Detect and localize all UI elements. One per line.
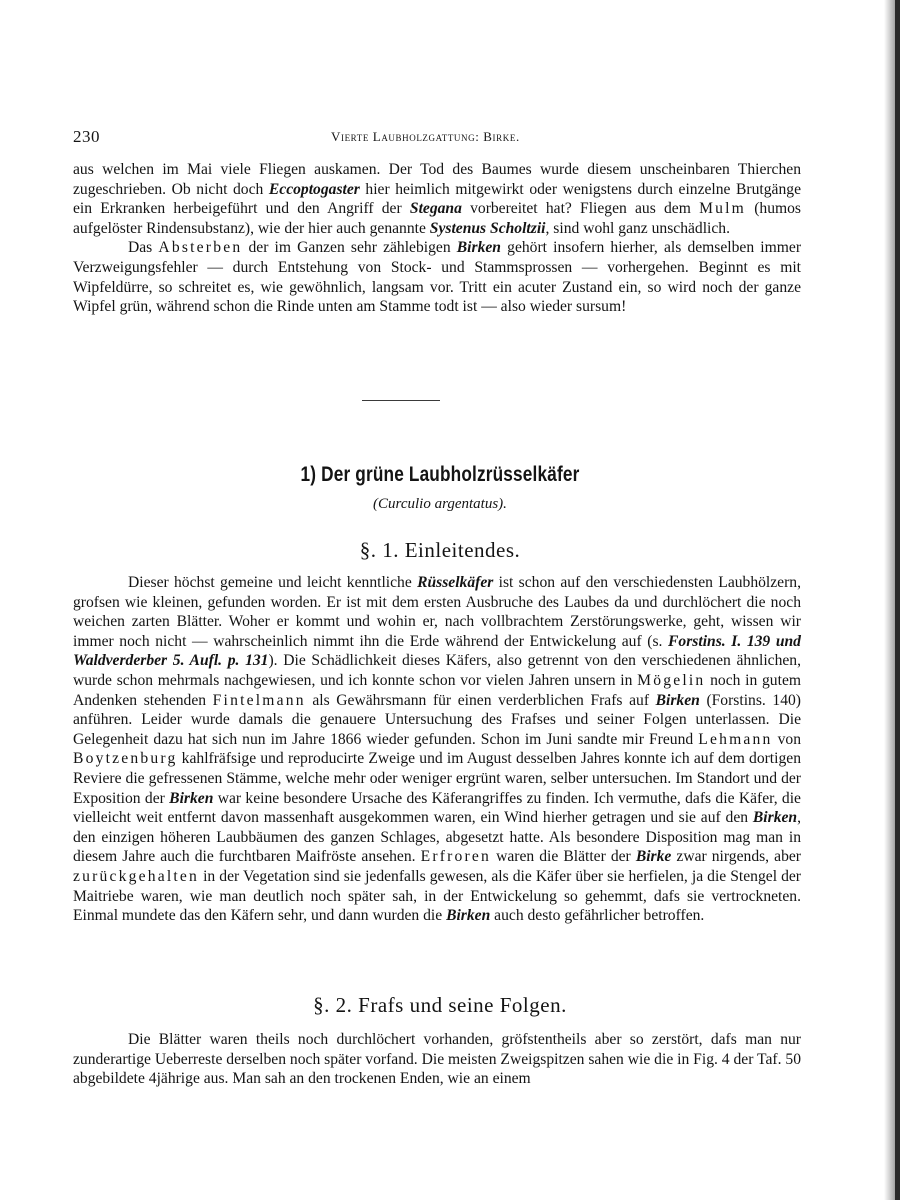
page-number: 230 (73, 127, 100, 146)
intro-text (73, 160, 801, 317)
intro-paragraph-2 (73, 238, 801, 316)
spaced-term: Absterben (158, 239, 243, 257)
page-binding-edge (895, 0, 900, 1200)
genus-name: Eccoptogaster (268, 180, 360, 198)
species-name: Systenus Scholtzii (429, 219, 546, 237)
person-name: Fintelmann (212, 691, 306, 709)
text-run: gehört insofern hierher, als demselben immer Verzweigungsfehler — durch Entstehung von Stock- und Stammsprossen — vorhergehen. Beginnt es mit Wipfeldürre, so schreitet es, wie gewöhnlich, langsam vor. Tritt ein acuter Zustand ein, so wird noch der ganze Wipfel grün, während schon die Rinde unten am Stamme todt ist — also wieder sursum! (73, 239, 802, 316)
genus-name: Birken (752, 809, 798, 827)
section-divider (362, 400, 440, 401)
section-subtitle: (Curculio argentatus). (373, 496, 507, 512)
spaced-term: Mulm (699, 200, 746, 218)
text-run: , den einzigen höheren Laubbäumen des ganzen Schlages, abgesetzt hatte. Als besondere Disposition mag man in diesem Jahre auch die furchtbaren Maifröste ansehen. (73, 809, 801, 866)
paragraph-heading-1: §. 1. Einleitendes. (359, 538, 521, 562)
text-run: kahlfräfsige und reproducirte Zweige und im August desselben Jahres konnte ich auf dem dortigen Reviere die gefressenen Stämme, welche mehr oder weniger ergrünt waren, selber untersuchen. Im Standort und der Exposition der (73, 750, 801, 807)
emphasis-term: Rüsselkäfer (417, 574, 494, 591)
section-title: 1) Der grüne Laubholzrüsselkäfer (300, 463, 580, 486)
text-run: waren die Blätter der (491, 848, 636, 866)
genus-name: Birken (456, 239, 501, 257)
person-name: Lehmann (698, 730, 773, 748)
text-run: (humos aufgelöster Rindensubstanz), wie der hier auch genannte (73, 200, 801, 237)
text-run: aus welchen im Mai viele Fliegen auskamen. Der Tod des Baumes wurde diesem unscheinbaren Thierchen zugeschrieben. Ob nicht doch (73, 161, 801, 198)
text-run: auch desto gefährlicher betroffen. (490, 907, 705, 925)
text-run: ist schon auf den verschiedensten Laubhölzern, grofsen wie kleinen, gefunden worden. Er ist mit dem ersten Ausbruche des Laubes da und durchlöchert die noch weichen zarten Blätter. Woher er kommt und wohin er, nach vollbrachtem Zerstörungswerke, geht, wissen wir immer noch nicht — wahrscheinlich nimmt ihn die Erde während der Entwickelung auf (s. (73, 574, 801, 650)
text-run: noch in gutem Andenken stehenden (73, 671, 801, 709)
intro-paragraph-1 (73, 160, 801, 238)
text-run: , sind wohl ganz unschädlich. (545, 219, 730, 237)
text-run: in der Vegetation sind sie jedenfalls gewesen, als die Käfer über sie herfielen, ja die Stengel der Maitriebe waren, wie man deutlich noch später sah, in der Entwickelung so gehemmt, dafs sie vertrockneten. Einmal mundete das den Käfern sehr, und dann wurden die (73, 867, 801, 925)
running-head-title: Vierte Laubholzgattung: Birke. (331, 129, 520, 144)
text-run: Das (128, 239, 159, 257)
text-run: zwar nirgends, aber (671, 848, 801, 866)
genus-name: Birken (655, 691, 700, 709)
text-run: der im Ganzen sehr zählebigen (242, 239, 457, 257)
text-run: vorbereitet hat? Fliegen aus dem (461, 200, 700, 218)
paragraph-1-body (73, 573, 801, 926)
genus-name: Stegana (409, 200, 462, 218)
running-header (73, 127, 803, 151)
paragraph-2-text: Die Blätter waren theils noch durchlöchert vorhanden, gröfstentheils aber so zerstört, dafs man nur zunderartige Ueberreste derselben noch später vorfand. Die meisten Zweigspitzen sahen wie die in Fig. 4 der Taf. 50 abgebildete 4jährige aus. Man sah an den trockenen Enden, wie an einem (73, 1031, 801, 1088)
text-run: als Gewährsmann für einen verderblichen Frafs auf (305, 691, 656, 709)
paragraph-heading-2: §. 2. Frafs und seine Folgen. (313, 993, 567, 1017)
place-name: Boytzenburg (73, 750, 178, 768)
spaced-term: Erfroren (420, 848, 492, 866)
text-run: von (772, 730, 801, 748)
text-run: ). Die Schädlichkeit dieses Käfers, also getrennt von den verschiedenen ähnlichen, wurde schon mehrmals nachgewiesen, und ich konnte schon vor vielen Jahren unsern in (73, 652, 801, 689)
paragraph-1-text (73, 573, 801, 926)
genus-name: Birken (169, 789, 214, 807)
spaced-term: zurückgehalten (73, 867, 200, 885)
text-run: Dieser höchst gemeine und leicht kenntliche (128, 574, 418, 591)
paragraph-2-body (73, 1030, 801, 1089)
text-run: (Forstins. 140) anführen. Leider wurde damals die genauere Untersuchung des Frafses und seiner Folgen unterlassen. Die Gelegenheit dazu hat sich nun im Jahre 1866 wieder gefunden. Schon im Juni sandte mir Freund (73, 691, 801, 748)
genus-name: Birken (446, 907, 491, 925)
place-name: Mögelin (637, 671, 706, 689)
genus-name: Birke (635, 848, 672, 866)
text-run: war keine besondere Ursache des Käferangriffes zu finden. Ich vermuthe, dafs die Käfer, die vielleicht weit entfernt davon massenhaft ausgekommen waren, ein Wind hierher getragen und sie auf den (73, 789, 801, 827)
text-run: hier heimlich mitgewirkt oder wenigstens durch einzelne Brutgänge ein Erkranken herbeigeführt und den Angriff der (73, 180, 801, 218)
citation: Forstins. I. 139 und Waldverderber 5. Aufl. p. 131 (73, 632, 801, 670)
